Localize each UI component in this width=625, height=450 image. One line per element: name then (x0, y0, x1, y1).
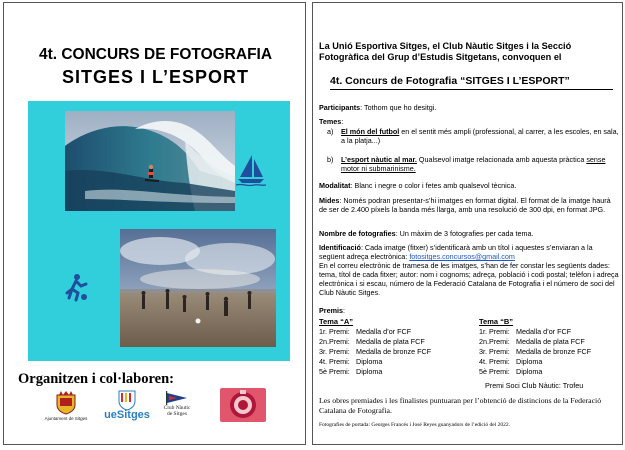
prize-row (319, 357, 459, 367)
prize-row (479, 347, 619, 357)
participants-text: : Tothom que ho desitgi. (360, 103, 437, 112)
cnsitges-label-1: Club Nàutic (163, 405, 191, 411)
prize-row (319, 367, 459, 377)
prize-name: Diploma (516, 367, 543, 376)
prize-rank: 5è Premi: (319, 367, 350, 376)
contest-heading: 4t. Concurs de Fotografia “SITGES I L’ESPORT” (330, 77, 613, 90)
photo-credits: Fotografies de portada: Georges Francés i José Reyes guanyadors de l’edició del 2022. (319, 422, 510, 428)
poster-left-page (3, 2, 306, 445)
intro-paragraph: La Unió Esportiva Sitges, el Club Nàutic Sitges i la Secció Fotogràfica del Grup d’Estudis Sitgetans, convoquen el (319, 41, 572, 62)
theme-b-letter: b) (327, 155, 334, 164)
beach-football-photo (120, 229, 276, 347)
prize-rank: 4t. Premi: (479, 357, 510, 366)
prize-name: Medalla de bronze FCF (356, 347, 432, 356)
organizers-heading: Organitzen i col·laboren: (18, 371, 174, 387)
prize-name: Diploma (356, 357, 383, 366)
club-nautic-sitges-logo (154, 391, 200, 417)
soci-prize: Premi Soci Club Nàutic: Trofeu (485, 381, 584, 390)
prize-name: Medalla de plata FCF (516, 337, 585, 346)
temes-line: Temes: (319, 117, 344, 126)
surf-photo (65, 111, 235, 211)
prize-rank: 2n.Premi: (319, 337, 350, 346)
temes-label: Temes (319, 117, 342, 126)
nombre-text: : Un màxim de 3 fotografies per cada tema. (395, 229, 534, 238)
nombre-line (319, 229, 619, 238)
prize-name: Diploma (356, 367, 383, 376)
ident-text-1: : Cada imatge (fitxer) s’identificarà amb un títol i aquestes s’enviaran a la següent adreça electrònica: (319, 243, 593, 261)
theme-b-underline: sense motor ni submarinisme. (341, 155, 606, 173)
prize-row (479, 337, 619, 347)
prize-name: Medalla de plata FCF (356, 337, 425, 346)
modalitat-text: : Blanc i negre o color i fetes amb qualsevol tècnica. (350, 181, 517, 190)
prize-row (319, 327, 459, 337)
prize-row (479, 357, 619, 367)
prize-rank: 3r. Premi: (319, 347, 350, 356)
participants-label: Participants (319, 103, 361, 112)
modalitat-label: Modalitat (319, 181, 351, 190)
mides-text: : Només podran presentar-s’hi imatges en format digital. El format de la imatge haurà de ser de 2.400 píxels la banda més llarga, amb una resolució de 300 dpi, en format JPG. (319, 196, 611, 214)
theme-a-title: El món del futbol (341, 127, 400, 136)
theme-b (327, 155, 621, 175)
theme-b-title: L’esport nàutic al mar. (341, 155, 417, 164)
prize-row (479, 367, 619, 377)
cyan-photo-panel (28, 101, 290, 361)
prize-name: Medalla d’or FCF (356, 327, 412, 336)
identificacio-paragraph (319, 243, 619, 297)
uesitges-logo (104, 389, 150, 421)
prize-row (479, 327, 619, 337)
ident-text-2: En el correu electrònic de tramesa de les imatges, s’han de fer constar les següents dades: tema, títol de cada fitxer; autor: nom i cognoms; adreça, població i codi postal; telèfon i adreça electrònica i si escau, número de la Federació Catalana de Fotografia i el número de soci del Club Nàutic Sitges. (319, 261, 619, 297)
theme-a-letter: a) (327, 127, 334, 136)
sailboat-icon (236, 153, 266, 187)
closing-paragraph: Les obres premiades i les finalistes puntuaran per l’obtenció de distincions de la Federació Catalana de Fotografia. (319, 396, 602, 415)
ident-label: Identificació (319, 243, 361, 252)
tema-b-heading: Tema “B” (479, 317, 514, 326)
participants-line (319, 103, 619, 112)
prize-row (319, 337, 459, 347)
poster-title-line-1: 4t. CONCURS DE FOTOGRAFIA (38, 46, 273, 63)
prize-rank: 1r. Premi: (319, 327, 350, 336)
ident-email-link[interactable]: fotositges.concursos@gmail.com (409, 252, 515, 261)
cnsitges-label-2: de Sitges (166, 411, 187, 417)
theme-a (327, 127, 621, 147)
premis-line: Premis: (319, 306, 345, 315)
prize-rank: 2n.Premi: (479, 337, 510, 346)
ajuntament-label: Ajuntament de Sitges (44, 416, 88, 421)
prize-rank: 3r. Premi: (479, 347, 510, 356)
theme-b-text: Qualsevol imatge relacionada amb aquesta pràctica (416, 155, 587, 164)
uesitges-label: ueSitges (104, 409, 150, 421)
prize-rank: 5è Premi: (479, 367, 510, 376)
poster-title-line-2: SITGES I L’ESPORT (61, 67, 250, 87)
tema-a-prizes (319, 317, 459, 377)
mides-paragraph (319, 196, 619, 214)
ajuntament-sitges-logo (44, 391, 88, 421)
tema-a-heading: Tema “A” (319, 317, 354, 326)
prize-name: Medalla d’or FCF (516, 327, 572, 336)
mides-label: Mides (319, 196, 340, 205)
premis-label: Premis (319, 306, 343, 315)
theme-a-text: en el sentit més ampli (professional, al carrer, a les escoles, en sala, a la platja...) (341, 127, 619, 145)
prize-name: Medalla de bronze FCF (516, 347, 592, 356)
prize-row (319, 347, 459, 357)
prize-name: Diploma (516, 357, 543, 366)
prize-rank: 4t. Premi: (319, 357, 350, 366)
tema-b-prizes (479, 317, 619, 377)
prize-rank: 1r. Premi: (479, 327, 510, 336)
federacio-catalana-fotografia-logo (218, 386, 268, 424)
footballer-icon (63, 273, 89, 303)
poster-right-page (312, 2, 623, 445)
nombre-label: Nombre de fotografies (319, 229, 396, 238)
modalitat-line (319, 181, 619, 190)
